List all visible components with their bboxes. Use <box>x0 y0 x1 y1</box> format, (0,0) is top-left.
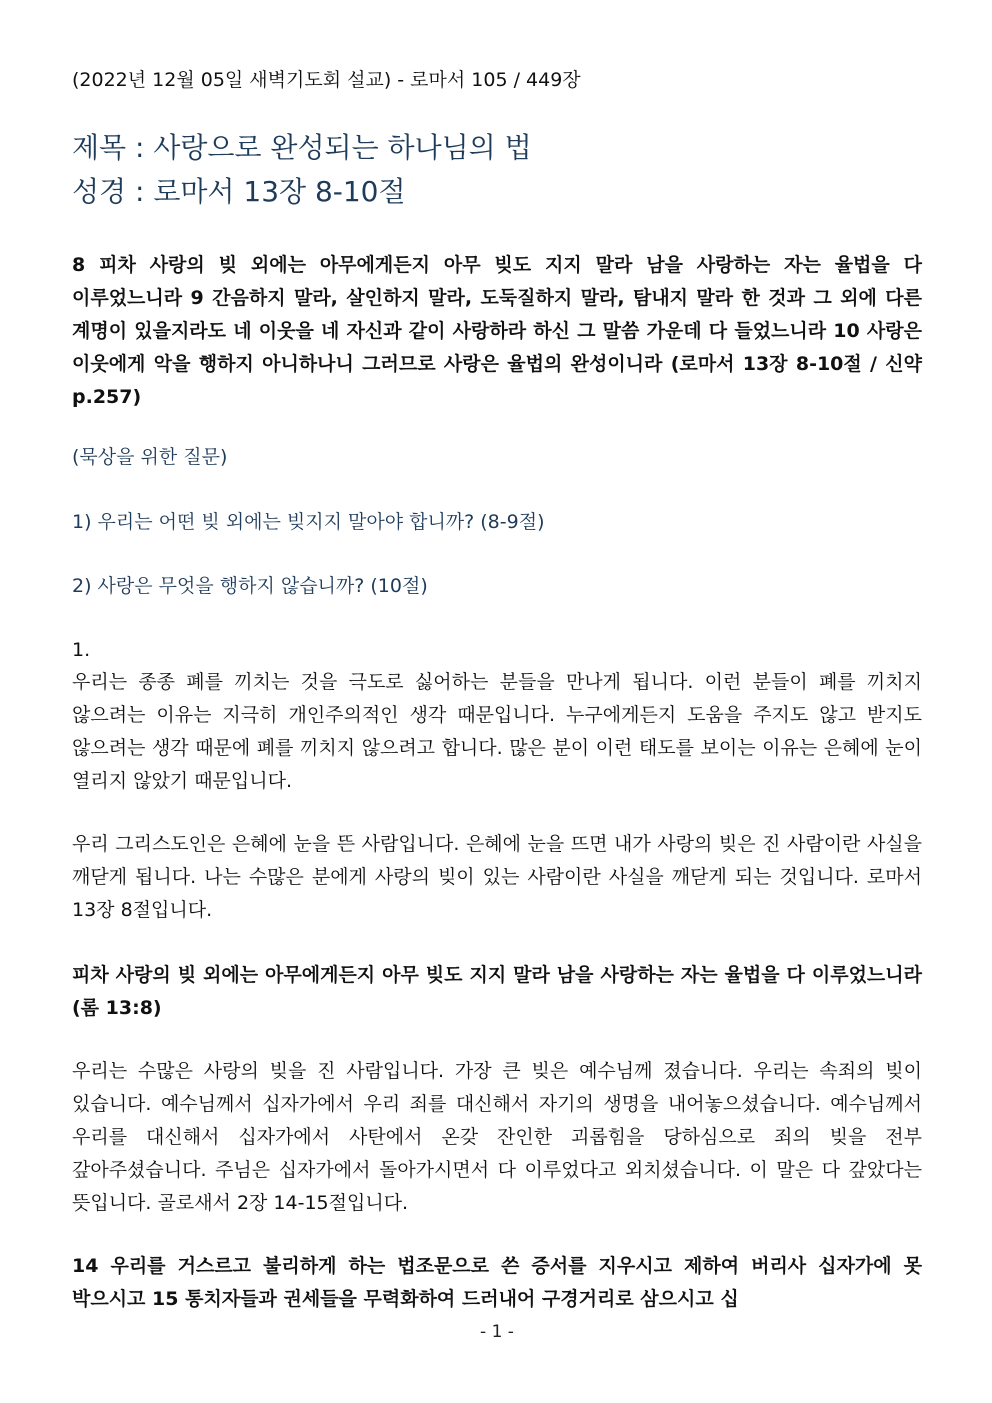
document-page <box>72 0 922 1403</box>
body-paragraph-3: 우리는 수많은 사랑의 빚을 진 사람입니다. 가장 큰 빚은 예수님께 졌습니다. 우리는 속죄의 빚이 있습니다. 예수님께서 십자가에서 우리 죄를 대신해서 자기의 생명을 내어놓으셨습니다. 예수님께서 우리를 대신해서 십자가에서 사탄에서 온갖 잔인한 괴롭힘을 당하심으로 죄의 빚을 전부 갚아주셨습니다. 주님은 십자가에서 돌아가시면서 다 이루었다고 외치셨습니다. 이 말은 다 갚았다는 뜻입니다. 골로새서 2장 14-15절입니다. <box>72 1060 922 1214</box>
sermon-header: (2022년 12월 05일 새벽기도회 설교) - 로마서 105 / 449장 <box>72 69 581 91</box>
meditation-question-2: 2) 사랑은 무엇을 행하지 않습니까? (10절) <box>72 575 428 597</box>
body-paragraph-1: 우리는 종종 폐를 끼치는 것을 극도로 싫어하는 분들을 만나게 됩니다. 이런 분들이 폐를 끼치지 않으려는 이유는 지극히 개인주의적인 생각 때문입니다. 누구에게든지 도움을 주지도 않고 받지도 않으려는 생각 때문에 폐를 끼치지 않으려고 합니다. 많은 분이 이런 태도를 보이는 이유는 은혜에 눈이 열리지 않았기 때문입니다. <box>72 671 922 792</box>
scripture-reference: 성경 : 로마서 13장 8-10절 <box>72 175 406 208</box>
scripture-quote-2: 14 우리를 거스르고 불리하게 하는 법조문으로 쓴 증서를 지우시고 제하여 버리사 십자가에 못 박으시고 15 통치자들과 권세들을 무력화하여 드러내어 구경거리로 삼으시고 십 <box>72 1255 922 1310</box>
page-number: - 1 - <box>480 1322 514 1342</box>
scripture-quote-1: 피차 사랑의 빚 외에는 아무에게든지 아무 빚도 지지 말라 남을 사랑하는 자는 율법을 다 이루었느니라 (롬 13:8) <box>72 964 922 1019</box>
meditation-question-1: 1) 우리는 어떤 빚 외에는 빚지지 말아야 합니까? (8-9절) <box>72 511 545 533</box>
section-number: 1. <box>72 639 91 661</box>
meditation-heading: (묵상을 위한 질문) <box>72 446 228 468</box>
scripture-text: 8 피차 사랑의 빚 외에는 아무에게든지 아무 빚도 지지 말라 남을 사랑하는 자는 율법을 다 이루었느니라 9 간음하지 말라, 살인하지 말라, 도둑질하지 말라, 탐내지 말라 한 것과 그 외에 다른 계명이 있을지라도 네 이웃을 네 자신과 같이 사랑하라 하신 그 말씀 가운데 다 들었느니라 10 사랑은 이웃에게 악을 행하지 아니하나니 그러므로 사랑은 율법의 완성이니라 (로마서 13장 8-10절 / 신약 p.257) <box>72 254 922 408</box>
body-paragraph-2: 우리 그리스도인은 은혜에 눈을 뜬 사람입니다. 은혜에 눈을 뜨면 내가 사랑의 빚은 진 사람이란 사실을 깨닫게 됩니다. 나는 수많은 분에게 사랑의 빚이 있는 사람이란 사실을 깨닫게 되는 것입니다. 로마서 13장 8절입니다. <box>72 833 922 921</box>
sermon-title: 제목 : 사랑으로 완성되는 하나님의 법 <box>72 131 532 164</box>
